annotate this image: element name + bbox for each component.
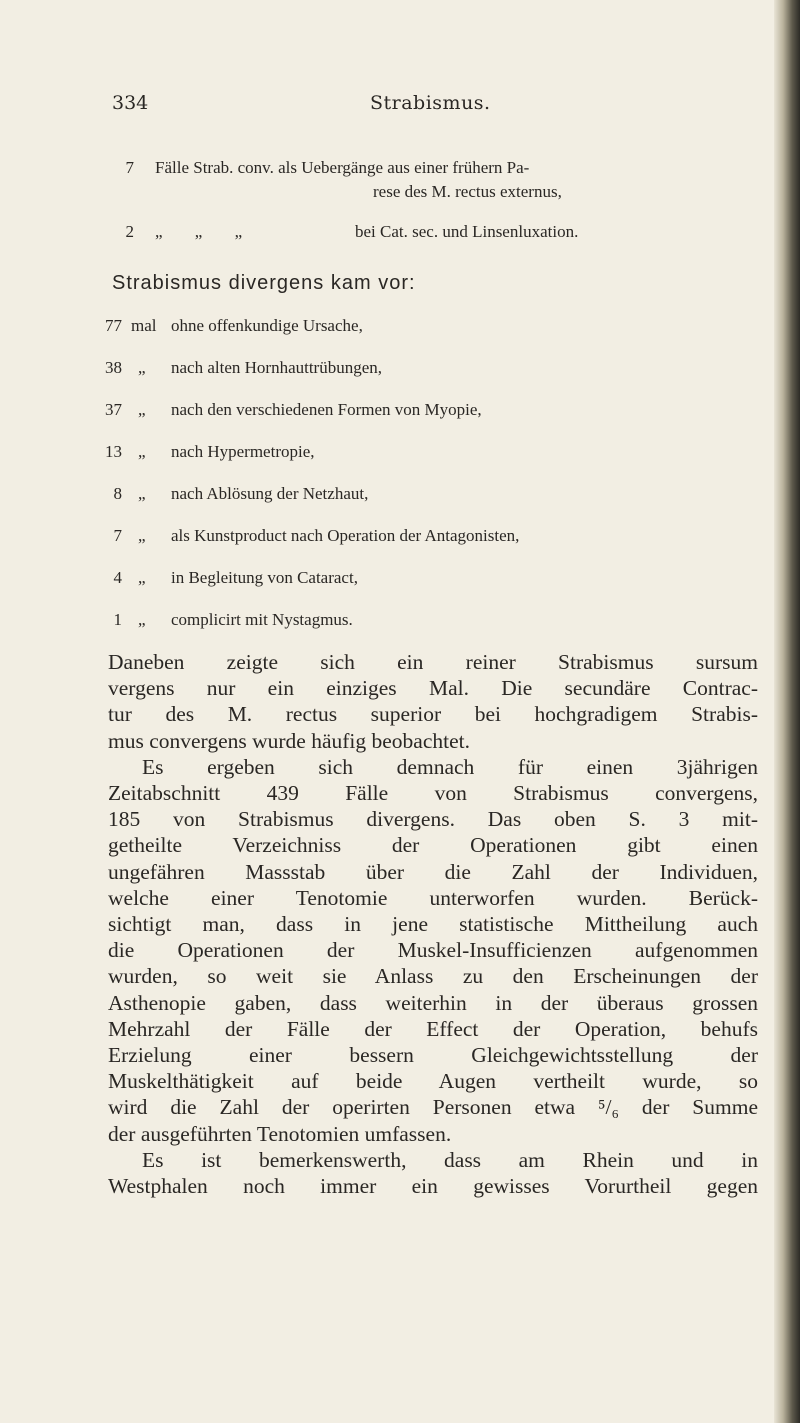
text-line: Zeitabschnitt 439 Fälle von Strabismus convergens,: [108, 781, 758, 806]
item-prefix: „: [138, 610, 146, 629]
text-line: Westphalen noch immer ein gewisses Vorurtheil gegen: [108, 1174, 758, 1199]
text-line: Erzielung einer bessern Gleichgewichtsstellung der: [108, 1043, 758, 1068]
item-prefix: mal: [131, 316, 157, 335]
item-text: rese des M. rectus externus,: [373, 182, 562, 201]
item-prefix: „: [138, 568, 146, 587]
text-line: vergens nur ein einziges Mal. Die secundäre Contrac-: [108, 676, 758, 701]
item-count: 1: [113, 610, 122, 629]
text-line: Mehrzahl der Fälle der Effect der Operation, behufs: [108, 1016, 758, 1041]
item-text: nach den verschiedenen Formen von Myopie,: [171, 400, 482, 419]
text-line: sichtigt man, dass in jene statistische Mittheilung auch: [108, 912, 758, 937]
item-count: 77: [105, 316, 122, 335]
text-line: der ausgeführten Tenotomien umfassen.: [108, 1121, 452, 1146]
item-text: bei Cat. sec. und Linsenluxation.: [355, 222, 579, 241]
item-count: 2: [125, 222, 134, 241]
section-heading: Strabismus divergens kam vor:: [112, 272, 416, 294]
text-line: Muskelthätigkeit auf beide Augen vertheilt wurde, so: [108, 1069, 758, 1094]
body-text: [108, 649, 758, 1199]
text-line: welche einer Tenotomie unterworfen wurden. Berück-: [108, 885, 758, 910]
text-line: tur des M. rectus superior bei hochgradigem Strabis-: [108, 702, 758, 727]
item-text: ohne offenkundige Ursache,: [171, 316, 363, 335]
item-text: complicirt mit Nystagmus.: [171, 610, 353, 629]
item-count: 7: [113, 526, 122, 545]
item-prefix: „: [138, 484, 146, 503]
item-count: 37: [105, 400, 122, 419]
item-text: nach alten Hornhauttrübungen,: [171, 358, 383, 377]
item-text: Fälle Strab. conv. als Uebergänge aus einer frühern Pa-: [155, 158, 530, 177]
text-line: wurden, so weit sie Anlass zu den Erscheinungen der: [108, 964, 758, 989]
text-line: ungefähren Massstab über die Zahl der Individuen,: [108, 859, 758, 884]
text-line: 185 von Strabismus divergens. Das oben S. 3 mit-: [108, 807, 758, 832]
item-prefix: „: [138, 400, 146, 419]
item-text: nach Ablösung der Netzhaut,: [171, 484, 369, 503]
item-count: 7: [125, 158, 134, 177]
item-prefix: „: [138, 358, 146, 377]
text-line: mus convergens wurde häufig beobachtet.: [108, 728, 471, 753]
text-line: die Operationen der Muskel-Insufficienzen aufgenommen: [108, 938, 758, 963]
item-prefix: „: [138, 526, 146, 545]
text-line: Es ist bemerkenswerth, dass am Rhein und in: [142, 1147, 758, 1172]
item-prefix: „: [138, 442, 146, 461]
item-count: 38: [105, 358, 122, 377]
running-title: Strabismus.: [370, 92, 491, 114]
item-count: 8: [113, 484, 122, 503]
item-text: nach Hypermetropie,: [171, 442, 315, 461]
text-line: getheilte Verzeichniss der Operationen gibt einen: [108, 833, 758, 858]
ditto-marks: „ „ „: [155, 222, 243, 241]
item-count: 4: [113, 568, 122, 587]
page-number: 334: [112, 92, 149, 114]
text-line: wird die Zahl der operirten Personen etwa ⁵/₆ der Summe: [108, 1095, 758, 1120]
item-count: 13: [105, 442, 122, 461]
text-line: Daneben zeigte sich ein reiner Strabismus sursum: [108, 650, 758, 674]
page-edge-shadow: [774, 0, 800, 1423]
text-line: Asthenopie gaben, dass weiterhin in der überaus grossen: [108, 990, 758, 1015]
item-text: als Kunstproduct nach Operation der Antagonisten,: [171, 526, 520, 545]
item-text: in Begleitung von Cataract,: [171, 568, 358, 587]
text-line: Es ergeben sich demnach für einen 3jährigen: [142, 754, 758, 779]
page-header: [0, 92, 780, 122]
